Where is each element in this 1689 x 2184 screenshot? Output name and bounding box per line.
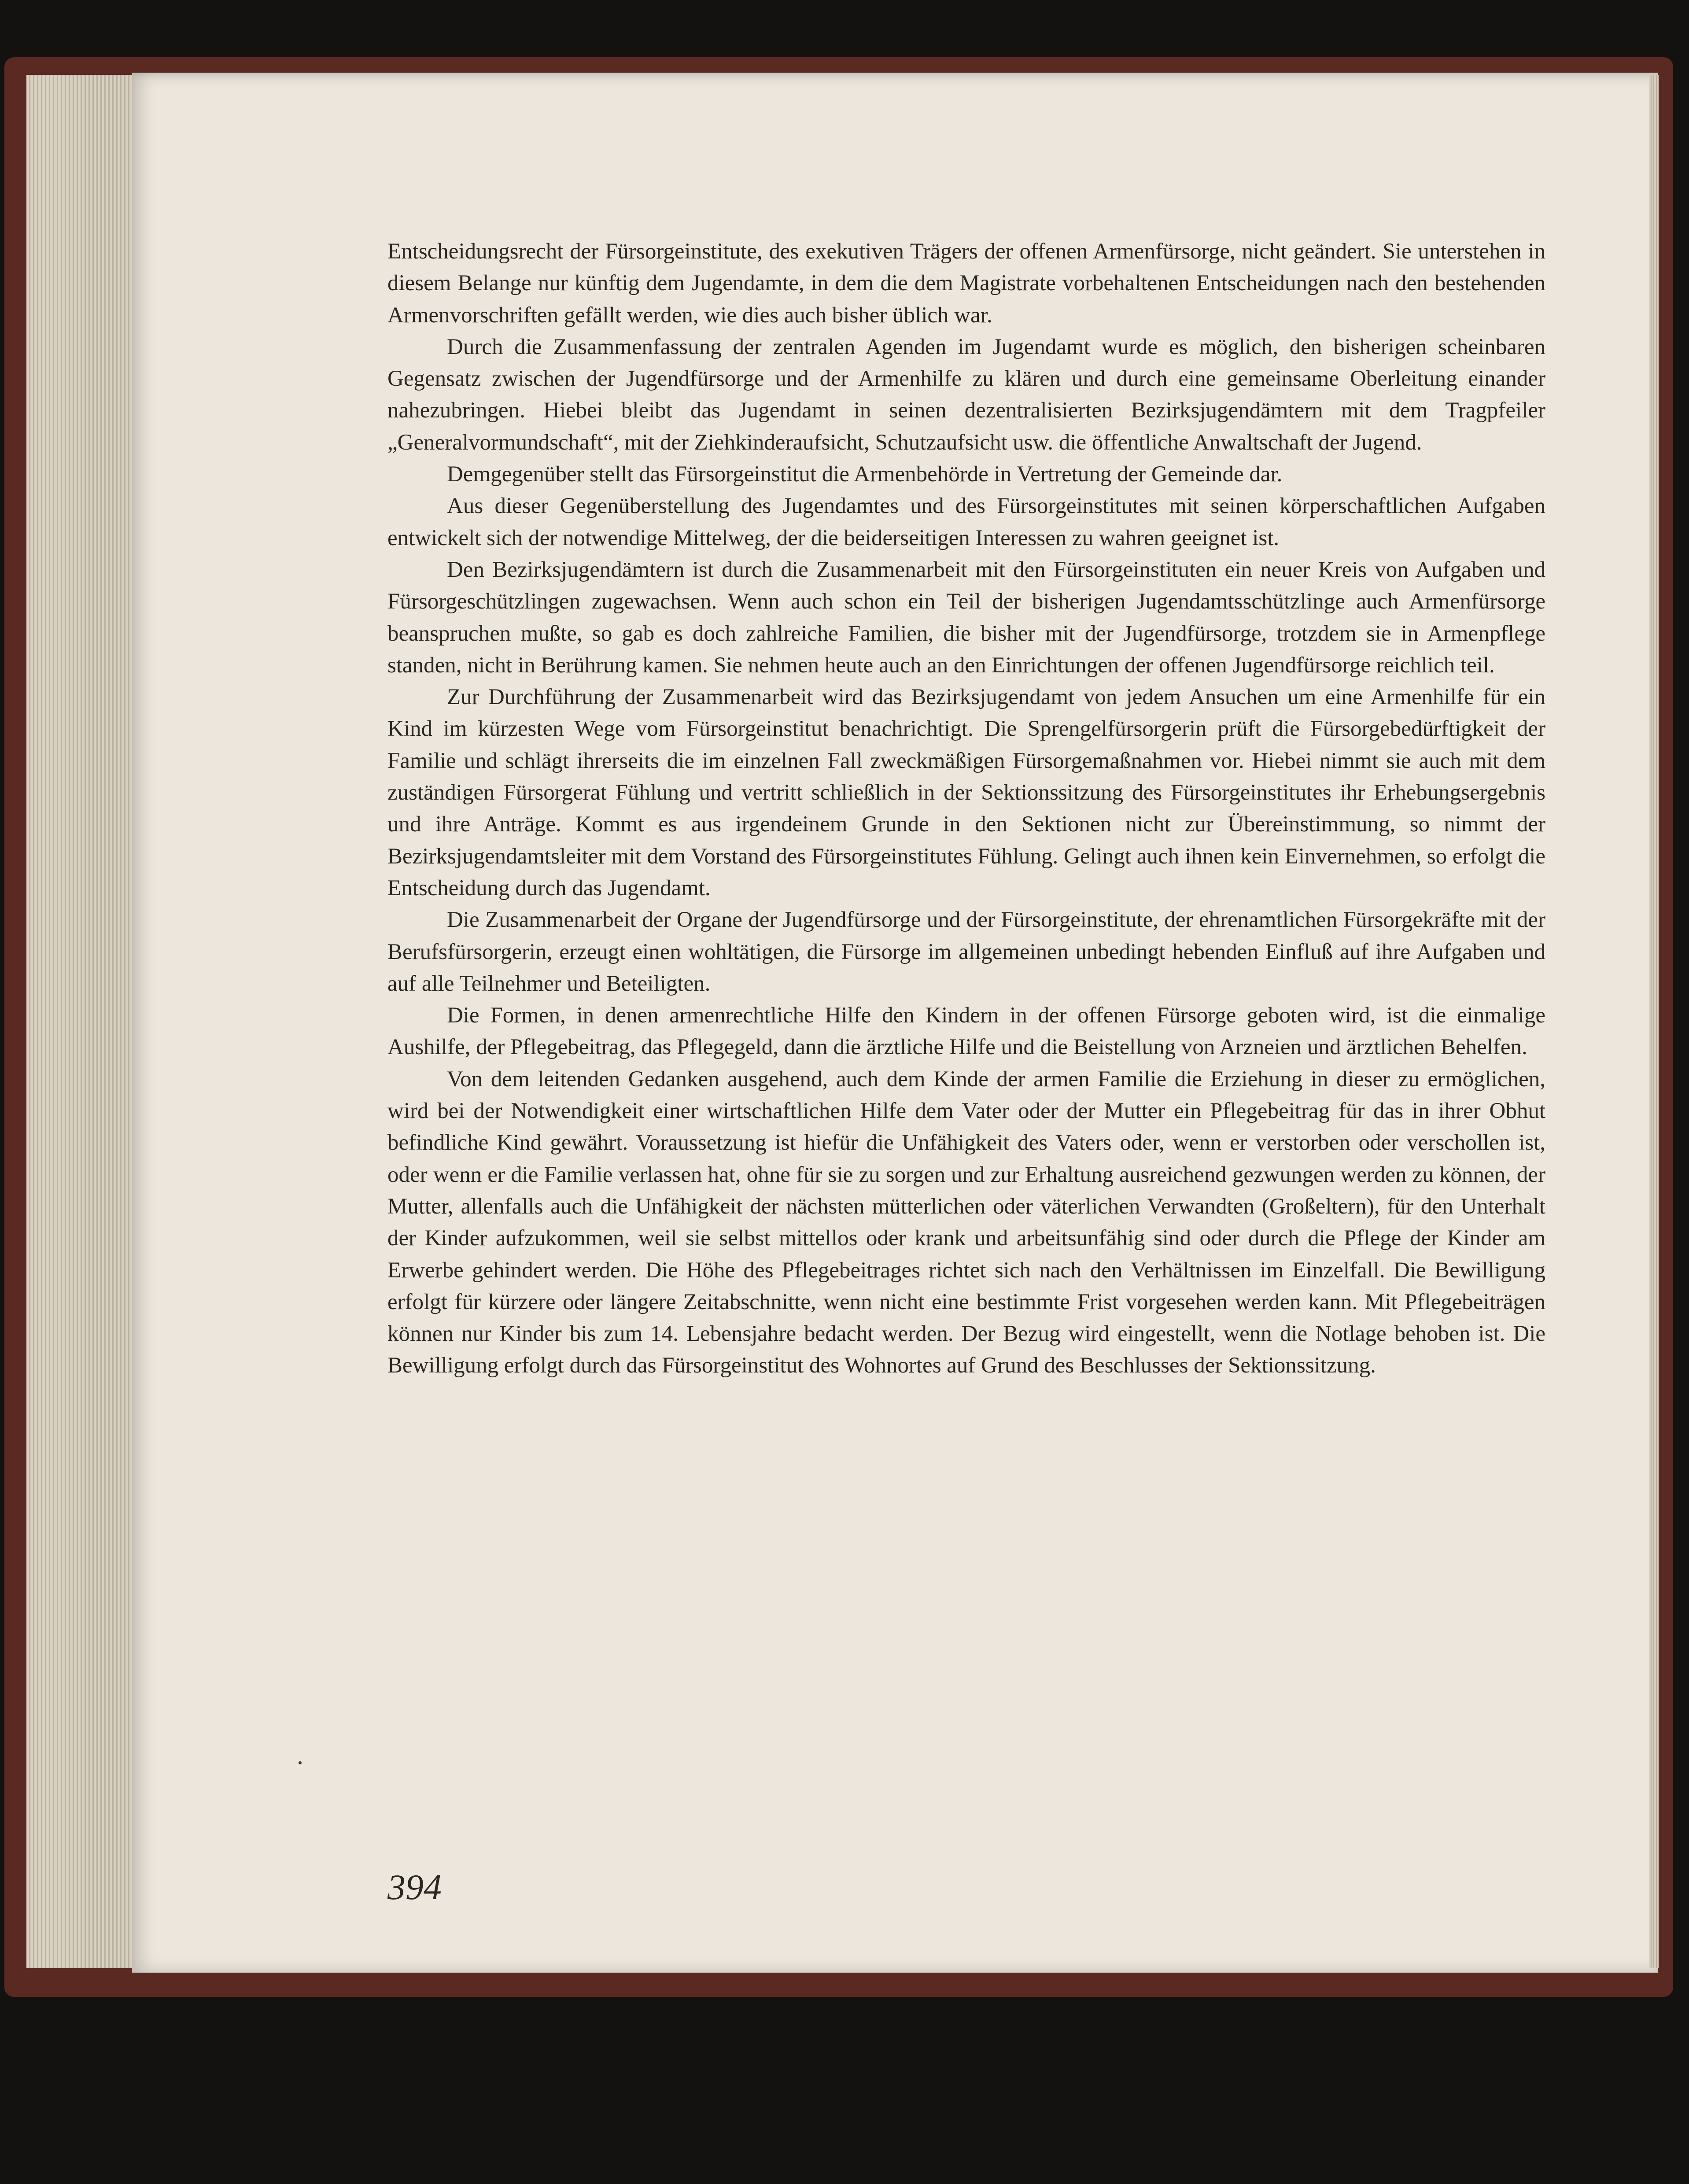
- paragraph: Durch die Zusammenfassung der zentralen Agenden im Jugendamt wurde es möglich, den bisherigen scheinbaren Gegensatz zwischen der Jugendfürsorge und der Armenhilfe zu klären und durch eine gemeinsame Oberleitung einander nahezubringen. Hiebei bleibt das Jugendamt in seinen dezentralisierten Bezirksjugendämtern mit dem Tragpfeiler „Generalvormundschaft“, mit der Ziehkinderaufsicht, Schutzaufsicht usw. die öffentliche Anwaltschaft der Jugend.: [387, 334, 1545, 455]
- page-edge-right: [1649, 75, 1659, 1968]
- page-stack-left: [26, 75, 141, 1968]
- paragraph: Zur Durchführung der Zusammenarbeit wird das Bezirksjugendamt von jedem Ansuchen um eine Armenhilfe für ein Kind im kürzesten Wege vom Fürsorgeinstitut benachrichtigt. Die Sprengelfürsorgerin prüft die Fürsorgebedürftigkeit der Familie und schlägt ihrerseits die im einzelnen Fall zweckmäßigen Fürsorgemaßnahmen vor. Hiebei nimmt sie auch mit dem zuständigen Fürsorgerat Fühlung und vertritt schließlich in der Sektionssitzung des Fürsorgeinstitutes ihr Erhebungsergebnis und ihre Anträge. Kommt es aus irgendeinem Grunde in den Sektionen nicht zur Übereinstimmung, so nimmt der Bezirksjugendamtsleiter mit dem Vorstand des Fürsorgeinstitutes Fühlung. Gelingt auch ihnen kein Einvernehmen, so erfolgt die Entscheidung durch das Jugendamt.: [387, 685, 1545, 900]
- paragraph: Demgegenüber stellt das Fürsorgeinstitut die Armenbehörde in Vertretung der Gemeinde dar.: [447, 462, 1283, 487]
- paragraph: Von dem leitenden Gedanken ausgehend, auch dem Kinde der armen Familie die Erziehung in dieser zu ermöglichen, wird bei der Notwendigkeit einer wirtschaftlichen Hilfe dem Vater oder der Mutter ein Pflegebeitrag für das in ihrer Obhut befindliche Kind gewährt. Voraussetzung ist hiefür die Unfähigkeit des Vaters oder, wenn er verstorben oder verschollen ist, oder wenn er die Familie verlassen hat, ohne für sie zu sorgen und zur Erhaltung ausreichend gezwungen werden zu können, der Mutter, allenfalls auch die Unfähigkeit der nächsten mütterlichen oder väterlichen Verwandten (Großeltern), für den Unterhalt der Kinder aufzukommen, weil sie selbst mittellos oder krank und arbeitsunfähig sind oder durch die Pflege der Kinder am Erwerbe gehindert werden. Die Höhe des Pflegebeitrages richtet sich nach den Verhältnissen im Einzelfall. Die Bewilligung erfolgt für kürzere oder längere Zeitabschnitte, wenn nicht eine bestimmte Frist vorgesehen werden kann. Mit Pflegebeiträgen können nur Kinder bis zum 14. Lebensjahre bedacht werden. Der Bezug wird eingestellt, wenn die Notlage behoben ist. Die Bewilligung erfolgt durch das Fürsorgeinstitut des Wohnortes auf Grund des Beschlusses der Sektionssitzung.: [387, 1066, 1545, 1378]
- paragraph: Den Bezirksjugendämtern ist durch die Zusammenarbeit mit den Fürsorgeinstituten ein neuer Kreis von Aufgaben und Fürsorgeschützlingen zugewachsen. Wenn auch schon ein Teil der bisherigen Jugendamtsschützlinge auch Armenfürsorge beanspruchen mußte, so gab es doch zahlreiche Familien, die bisher mit der Jugendfürsorge, trotzdem sie in Armenpflege standen, nicht in Berührung kamen. Sie nehmen heute auch an den Einrichtungen der offenen Jugendfürsorge reichlich teil.: [387, 557, 1545, 678]
- body-text: [387, 236, 1545, 1382]
- paragraph: Die Zusammenarbeit der Organe der Jugendfürsorge und der Fürsorgeinstitute, der ehrenamtlichen Fürsorgekräfte mit der Berufsfürsorgerin, erzeugt einen wohltätigen, die Fürsorge im allgemeinen unbedingt hebenden Einfluß auf ihre Aufgaben und auf alle Teilnehmer und Beteiligten.: [387, 908, 1545, 996]
- paragraph: Aus dieser Gegenüberstellung des Jugendamtes und des Fürsorgeinstitutes mit seinen körperschaftlichen Aufgaben entwickelt sich der notwendige Mittelweg, der die beiderseitigen Interessen zu wahren geeignet ist.: [387, 494, 1545, 550]
- paragraph: Die Formen, in denen armenrechtliche Hilfe den Kindern in der offenen Fürsorge geboten wird, ist die einmalige Aushilfe, der Pflegebeitrag, das Pflegegeld, dann die ärztliche Hilfe und die Beistellung von Arzneien und ärztlichen Behelfen.: [387, 1003, 1545, 1060]
- print-speck: [299, 1761, 302, 1764]
- page-number: 394: [387, 1867, 442, 1907]
- paragraph: Entscheidungsrecht der Fürsorgeinstitute, des exekutiven Trägers der offenen Armenfürsorge, nicht geändert. Sie unterstehen in diesem Belange nur künftig dem Jugendamte, in dem die dem Magistrate vorbehaltenen Entscheidungen nach den bestehenden Armenvorschriften gefällt werden, wie dies auch bisher üblich war.: [387, 239, 1545, 328]
